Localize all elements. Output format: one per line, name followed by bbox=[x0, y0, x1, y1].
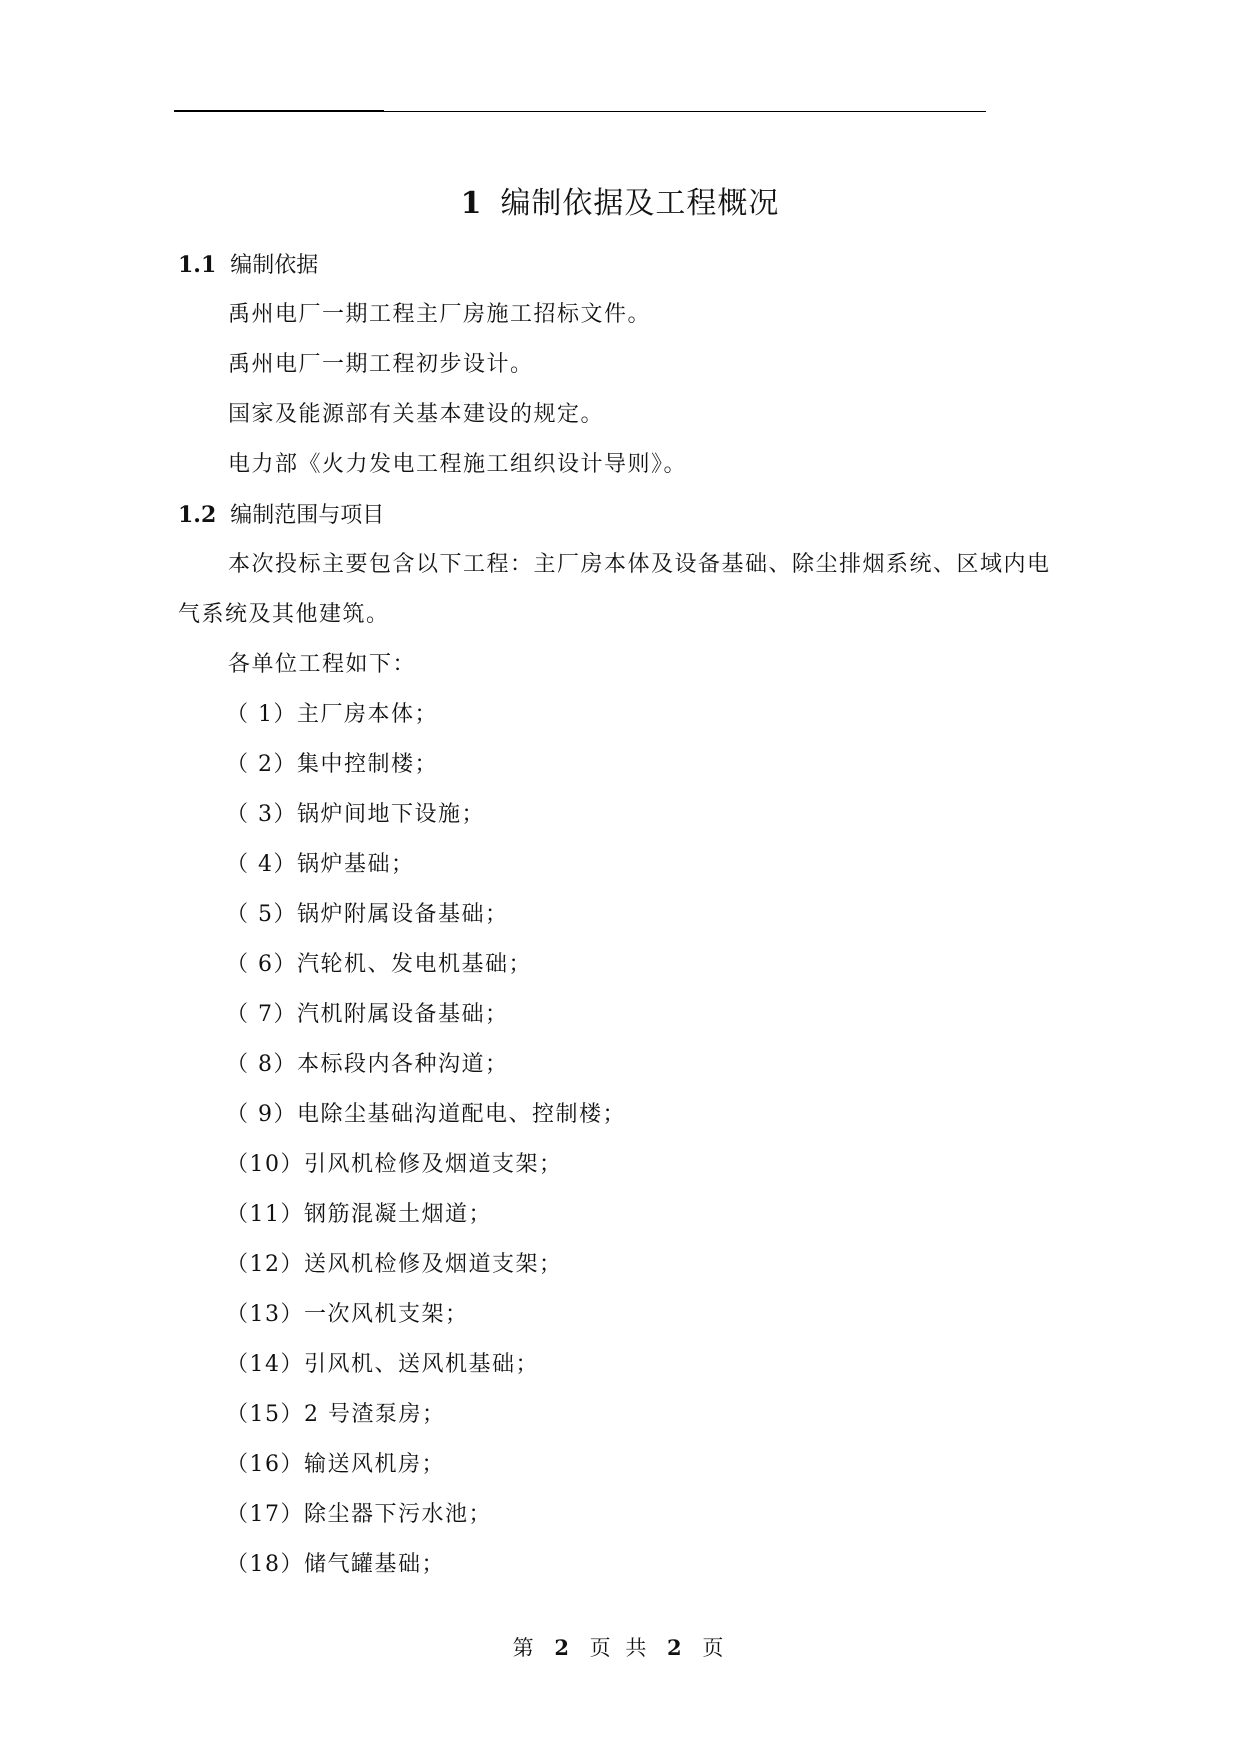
list-item: （11）钢筋混凝土烟道； bbox=[226, 1202, 492, 1227]
list-item: （10）引风机检修及烟道支架； bbox=[226, 1152, 563, 1177]
current-page-number: 2 bbox=[554, 1635, 573, 1660]
list-item: （15）2 号渣泵房； bbox=[226, 1402, 446, 1427]
basis-paragraph-2: 禹州电厂一期工程初步设计。 bbox=[228, 352, 534, 377]
header-rule-accent bbox=[174, 110, 384, 112]
list-item: （ 4）锅炉基础； bbox=[226, 852, 415, 877]
list-item: （ 9）电除尘基础沟道配电、控制楼； bbox=[226, 1102, 626, 1127]
section-heading-1-1 bbox=[178, 250, 318, 281]
list-item: （12）送风机检修及烟道支架； bbox=[226, 1252, 563, 1277]
basis-paragraph-1: 禹州电厂一期工程主厂房施工招标文件。 bbox=[228, 302, 652, 327]
chapter-title bbox=[0, 184, 1240, 224]
list-item: （14）引风机、送风机基础； bbox=[226, 1352, 539, 1377]
footer-prefix: 第 bbox=[512, 1636, 538, 1660]
footer-middle: 页 共 bbox=[589, 1636, 651, 1660]
scope-intro-line-1: 本次投标主要包含以下工程：主厂房本体及设备基础、除尘排烟系统、区域内电 bbox=[228, 552, 1051, 577]
section-heading-1-2 bbox=[178, 500, 384, 531]
scope-intro-line-2: 气系统及其他建筑。 bbox=[178, 602, 390, 627]
section-number: 1.2 bbox=[178, 502, 217, 528]
chapter-number: 1 bbox=[460, 186, 483, 221]
list-item: （ 2）集中控制楼； bbox=[226, 752, 438, 777]
list-item: （16）输送风机房； bbox=[226, 1452, 445, 1477]
list-item: （18）储气罐基础； bbox=[226, 1552, 445, 1577]
list-intro: 各单位工程如下： bbox=[228, 652, 417, 677]
list-item: （ 6）汽轮机、发电机基础； bbox=[226, 952, 532, 977]
section-title: 编制依据 bbox=[230, 253, 319, 278]
list-item: （ 7）汽机附属设备基础； bbox=[226, 1002, 509, 1027]
footer-suffix: 页 bbox=[702, 1636, 728, 1660]
list-item: （ 8）本标段内各种沟道； bbox=[226, 1052, 509, 1077]
section-number: 1.1 bbox=[178, 252, 217, 278]
list-item: （ 3）锅炉间地下设施； bbox=[226, 802, 485, 827]
list-item: （ 1）主厂房本体； bbox=[226, 702, 438, 727]
basis-paragraph-4: 电力部《火力发电工程施工组织设计导则》。 bbox=[228, 452, 688, 477]
page-footer bbox=[0, 1634, 1240, 1662]
list-item: （ 5）锅炉附属设备基础； bbox=[226, 902, 509, 927]
section-title: 编制范围与项目 bbox=[230, 503, 385, 528]
total-pages-number: 2 bbox=[667, 1635, 686, 1660]
list-item: （17）除尘器下污水池； bbox=[226, 1502, 492, 1527]
list-item: （13）一次风机支架； bbox=[226, 1302, 469, 1327]
chapter-title-text: 编制依据及工程概况 bbox=[500, 186, 780, 221]
basis-paragraph-3: 国家及能源部有关基本建设的规定。 bbox=[228, 402, 605, 427]
